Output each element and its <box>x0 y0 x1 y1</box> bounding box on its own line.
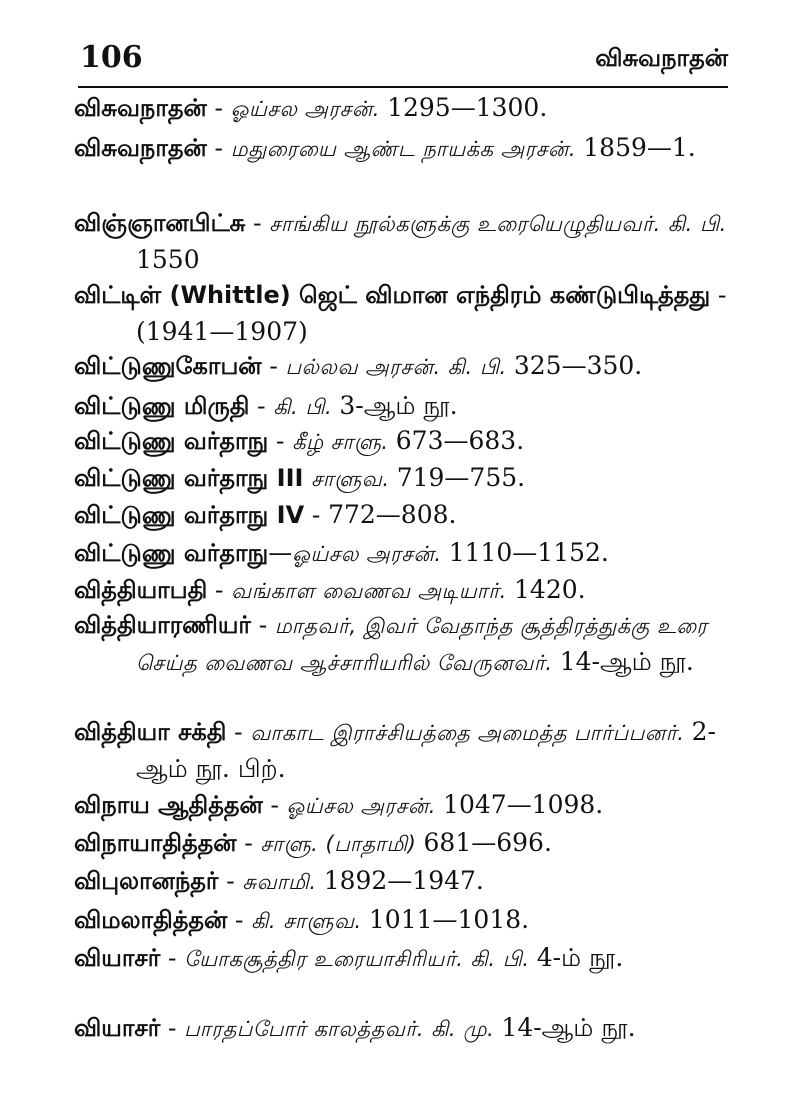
entry-separator: - <box>249 392 274 420</box>
entry-definition: சாளு. (பாதாமி) <box>260 832 424 856</box>
entry-separator: - <box>262 791 287 819</box>
entry-headword: விசுவநாதன் <box>74 94 207 122</box>
entry-separator: - <box>160 944 185 972</box>
entry <box>74 572 734 609</box>
entry <box>74 607 734 681</box>
entry-date: 673—683. <box>395 426 525 455</box>
entry-headword: விட்டுணுகோபன் <box>74 352 262 380</box>
entry-definition: கி. சாளுவ. <box>251 909 369 933</box>
entry-headword: வித்தியா சக்தி <box>74 718 227 746</box>
entry <box>74 348 734 385</box>
entry-separator: - <box>710 281 727 309</box>
entry-date: 772—808. <box>328 500 457 529</box>
entry-definition: வாகாட இராச்சியத்தை அமைத்த பார்ப்பனர். <box>250 721 692 745</box>
entry-separator: - <box>261 352 286 380</box>
entry <box>74 825 734 862</box>
entry <box>74 863 734 900</box>
entry-definition: ஓய்சல அரசன். <box>292 542 449 566</box>
entry <box>74 497 734 534</box>
entry <box>74 1010 734 1047</box>
entry-date: 2-ஆம் நூ. பிற். <box>136 717 716 783</box>
entry-headword: விட்டுணு வர்தாநு III <box>74 464 304 492</box>
entry-headword: விஞ்ஞானபிட்சு <box>74 209 246 237</box>
entry-definition: யோகசூத்திர உரையாசிரியர். கி. பி. <box>184 947 537 971</box>
entry-definition: மதுரையை ஆண்ட நாயக்க அரசன். <box>230 137 584 161</box>
entry-date: 1420. <box>514 575 586 604</box>
entry-separator <box>303 464 311 492</box>
entry-definition: கீழ் சாளு. <box>292 430 396 454</box>
entry-separator: - <box>236 829 261 857</box>
entry-headword: வியாசர் <box>74 944 161 972</box>
entry <box>74 535 734 572</box>
entry-headword: விட்டுணு மிருதி <box>74 392 250 420</box>
page-number: 106 <box>80 40 143 75</box>
entry <box>74 940 734 977</box>
entry-separator: - <box>160 1014 185 1042</box>
entry-separator: - <box>245 209 270 237</box>
entry-definition: கி. பி. <box>273 395 340 419</box>
entry <box>74 460 734 497</box>
entry-headword: விநாயாதித்தன் <box>74 829 237 857</box>
entry <box>74 902 734 939</box>
entry-separator: - <box>250 611 275 639</box>
entry-headword: விசுவநாதன் <box>74 134 207 162</box>
entry-headword: விட்டுணு வர்தாநு IV <box>74 501 305 529</box>
entry-definition: ஓய்சல அரசன். <box>286 794 444 818</box>
entry-headword: விபுலானந்தர் <box>74 867 219 895</box>
entry-definition: பல்லவ அரசன். கி. பி. <box>285 355 514 379</box>
entry <box>74 130 734 167</box>
entry-separator: - <box>268 427 293 455</box>
entry-date: 4-ம் நூ. <box>536 943 624 972</box>
entry <box>74 205 734 278</box>
entry-date: 1892—1947. <box>323 866 484 895</box>
entry-separator: - <box>226 718 251 746</box>
entry <box>74 90 734 127</box>
entry-date: 1859—1. <box>583 133 696 162</box>
entry-date: 3-ஆம் நூ. <box>339 391 458 420</box>
entry-definition: சுவாமி. <box>242 870 324 894</box>
entry-date: 14-ஆம் நூ. <box>501 1013 636 1042</box>
entry-separator: — <box>268 539 293 567</box>
entry-date: (1941—1907) <box>136 317 308 346</box>
entry-separator: - <box>206 134 231 162</box>
entry-date: 1550 <box>136 245 200 274</box>
entry-date: 1110—1152. <box>448 538 609 567</box>
entry <box>74 388 734 425</box>
entry-headword: விநாய ஆதித்தன் <box>74 791 263 819</box>
entry-definition: பாரதப்போர் காலத்தவர். கி. மு. <box>184 1017 502 1041</box>
entry-separator: - <box>218 867 243 895</box>
entry-date: 14-ஆம் நூ. <box>559 647 694 676</box>
entry-separator: - <box>207 576 232 604</box>
entry-headword: வித்தியாபதி <box>74 576 208 604</box>
entry <box>74 714 734 787</box>
running-head: விசுவநாதன் <box>595 44 728 72</box>
entry <box>74 787 734 824</box>
entry-headword: விமலாதித்தன் <box>74 906 228 934</box>
entry-separator: - <box>304 501 329 529</box>
entry-separator: - <box>227 906 252 934</box>
entry-headword: விட்டுணு வர்தாநு <box>74 539 269 567</box>
entry-date: 1295—1300. <box>387 93 548 122</box>
entry-date: 1011—1018. <box>368 905 530 934</box>
entry-separator: - <box>206 94 231 122</box>
entry-headword: வியாசர் <box>74 1014 161 1042</box>
entry-date: 1047—1098. <box>443 790 604 819</box>
entry-definition: வங்காள வைணவ அடியார். <box>231 579 515 603</box>
entry <box>74 277 734 350</box>
entry-date: 719—755. <box>396 463 526 492</box>
entry <box>74 423 734 460</box>
entry-definition: சாளுவ. <box>311 467 397 491</box>
entry-definition: ஓய்சல அரசன். <box>230 97 388 121</box>
entry-headword: விட்டுணு வர்தாநு <box>74 427 269 455</box>
entry-definition: மாதவர், இவர் வேதாந்த சூத்திரத்துக்கு உரை செய்த வைணவ ஆச்சாரியரில் வேருனவர். <box>136 614 708 675</box>
entry-headword: விட்டிள் (Whittle) ஜெட் விமான எந்திரம் கண்டுபிடித்தது <box>74 281 711 309</box>
page-header <box>78 38 728 88</box>
entry-date: 325—350. <box>513 351 643 380</box>
entry-date: 681—696. <box>423 828 552 857</box>
entry-definition: சாங்கிய நூல்களுக்கு உரையெழுதியவர். கி. பி. <box>269 212 727 236</box>
entry-headword: வித்தியாரணியர் <box>74 611 251 639</box>
